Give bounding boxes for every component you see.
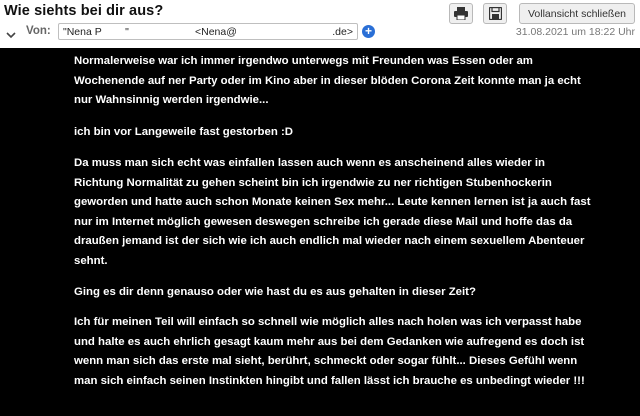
chevron-down-icon[interactable] (6, 26, 16, 44)
message-header (0, 0, 640, 55)
printer-icon (454, 7, 468, 20)
from-label: Von: (26, 25, 51, 37)
message-subject: Wie siehts bei dir aus? (4, 3, 164, 19)
body-paragraph: Ging es dir denn genauso oder wie hast du es aus gehalten in dieser Zeit? (74, 286, 476, 298)
body-paragraph: Ich für meinen Teil will einfach so schnell wie möglich alles nach holen was ich verpasst habe und halte es auch ehrlich gesagt kaum mehr aus bei dem Gedanken wie aufregend es doch ist wenn man sich das erste mal sieht, berührt, schmeckt oder sogar fühlt... Dieses Gefühl wenn man sich einfach seinen Instinkten hingibt und fallen lässt ich brauche es unbedingt wieder !!! (74, 316, 585, 387)
sender-field[interactable] (58, 23, 358, 40)
body-paragraph: Da muss man sich echt was einfallen lassen auch wenn es anscheinend alles wieder in Richtung Normalität zu gehen scheint bin ich irgendwie zu ner richtigen Stubenhockerin geworden und hatte auch schon Monate keinen Sex mehr... Leute kennen lernen ist ja auch fast nur im Internet möglich gewesen deswegen schreibe ich gerade diese Mail und hoffe das da draußen jemand ist der sich wie ich auch endlich mal wieder nach einem sexuellem Abenteuer sehnt. (74, 157, 591, 267)
close-fullview-button[interactable]: Vollansicht schließen (519, 3, 635, 24)
sender-domain: .de> (332, 26, 353, 38)
message-body (0, 48, 640, 416)
body-paragraph: Normalerweise war ich immer irgendwo unterwegs mit Freunden was Essen oder am Wochenende auf ner Party oder im Kino aber in dieser blöden Corona Zeit konnte man ja echt nur Wahnsinnig werden irgendwie... (74, 55, 581, 107)
save-button[interactable] (483, 3, 507, 24)
sender-name: "Nena P " (63, 26, 129, 38)
message-datetime: 31.08.2021 um 18:22 Uhr (515, 26, 635, 38)
add-contact-icon[interactable]: + (362, 25, 375, 38)
print-button[interactable] (449, 3, 473, 24)
body-paragraph: ich bin vor Langeweile fast gestorben :D (74, 126, 293, 138)
sender-email: <Nena@ (195, 26, 237, 38)
save-icon (489, 7, 502, 20)
